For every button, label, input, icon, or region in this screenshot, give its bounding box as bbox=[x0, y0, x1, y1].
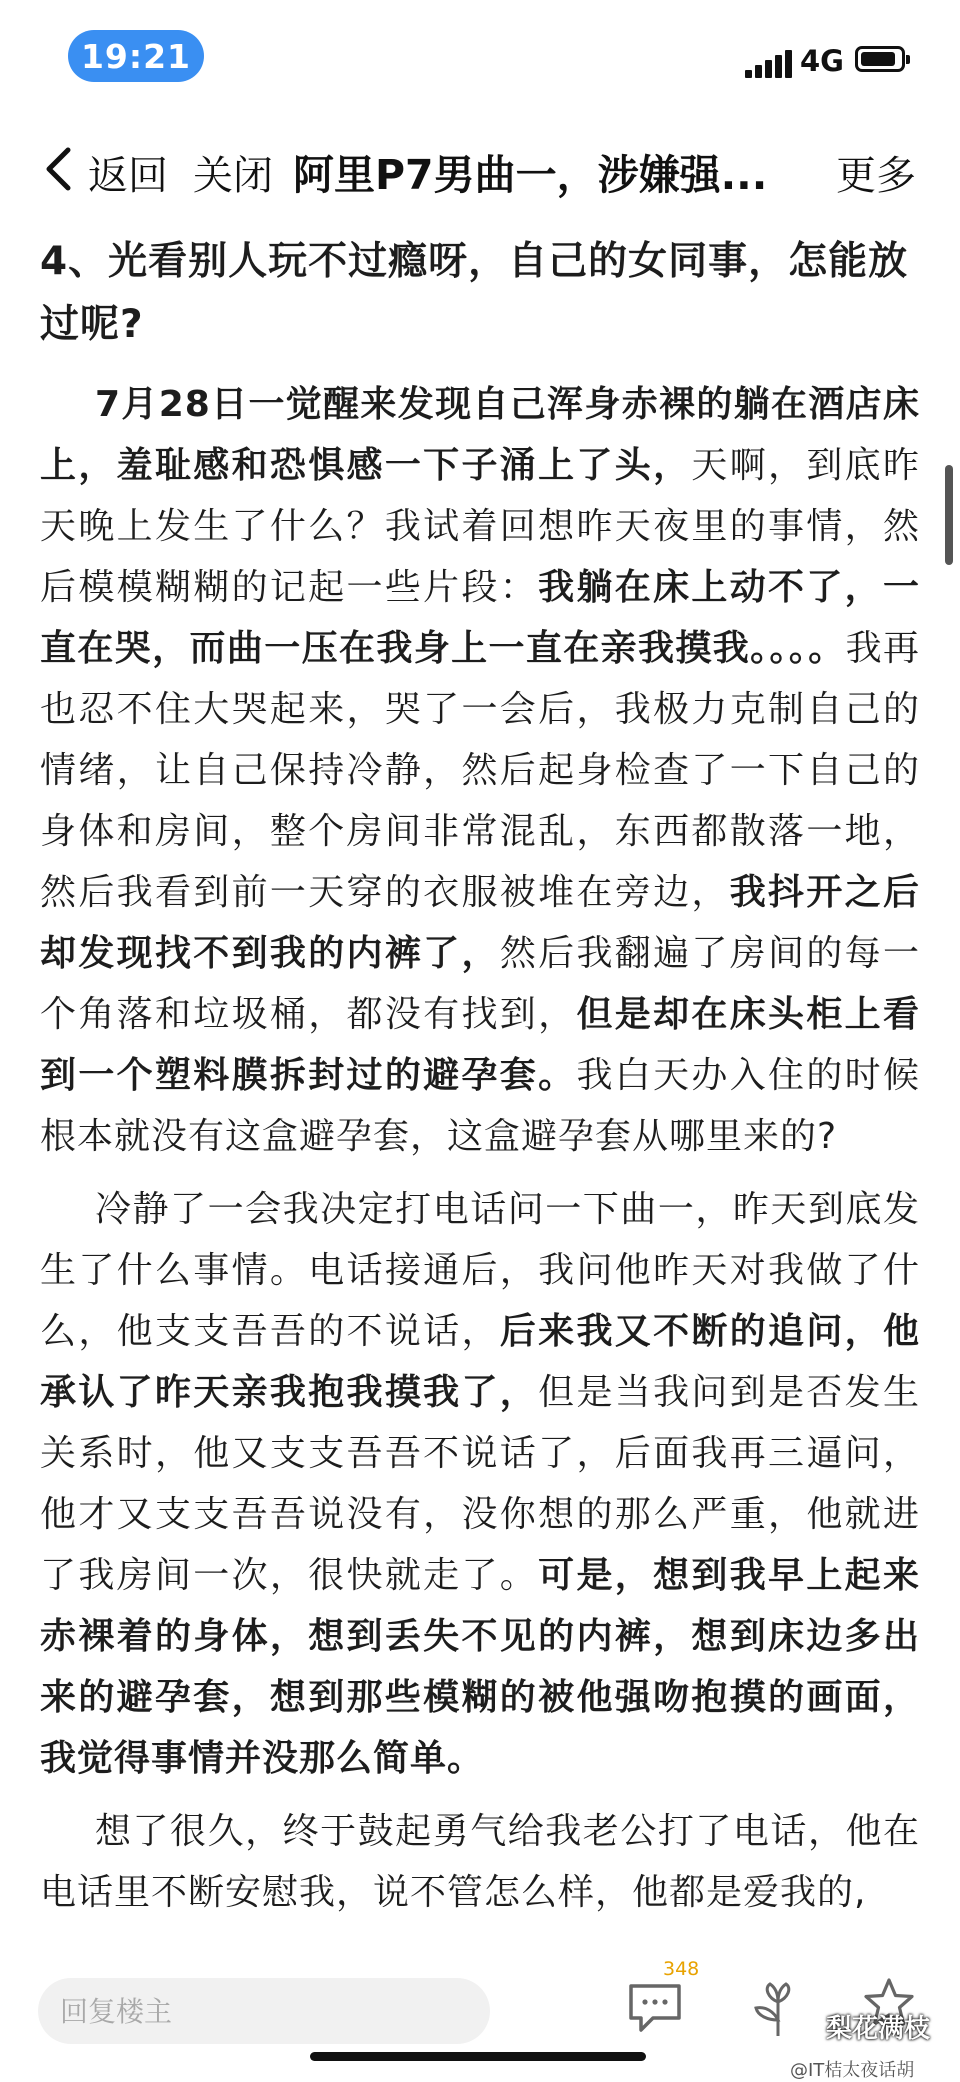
scrollbar[interactable] bbox=[945, 465, 953, 565]
paragraph-2-bold-1: 后来我又不断的追问，他承认了昨天亲我抱我摸我了， bbox=[40, 1311, 920, 1413]
paragraph-1-bold-1: 7月28日一觉醒来发现自己浑身赤裸的躺在酒店床上，羞耻感和恐惧感一下子涌上了头， bbox=[40, 384, 920, 486]
paragraph-3: 想了很久，终于鼓起勇气给我老公打了电话，他在电话里不断安慰我，说不管怎么样，他都是爱我的, bbox=[40, 1811, 920, 1913]
paragraph-2-text-1: 冷静了一会我决定打电话问一下曲一，昨天到底发生了什么事情。电话接通后，我问他昨天对我做了什么，他支支吾吾的不说话， bbox=[40, 1189, 920, 1352]
paragraph-1-bold-4: 但是却在床头柜上看到一个塑料膜拆封过的避孕套。 bbox=[40, 994, 920, 1096]
comment-bubble-icon[interactable] bbox=[625, 1980, 685, 2036]
paragraph-2 bbox=[40, 1179, 920, 1789]
network-type: 4G bbox=[800, 44, 844, 78]
paragraph-2-bold-2: 可是，想到我早上起来赤裸着的身体，想到丢失不见的内裤，想到床边多出来的避孕套，想到那些模糊的被他强吻抱摸的画面，我觉得事情并没那么简单。 bbox=[40, 1555, 920, 1779]
paragraph-1 bbox=[40, 374, 920, 1167]
nav-bar bbox=[0, 130, 960, 210]
home-indicator[interactable] bbox=[310, 2052, 646, 2061]
watermark-text: 梨花满枝 bbox=[826, 2014, 931, 2044]
page-title: 阿里P7男曲一，涉嫌强... bbox=[293, 151, 768, 199]
more-button[interactable]: 更多 bbox=[836, 153, 916, 199]
flower-like-icon[interactable] bbox=[752, 1980, 804, 2040]
paragraph-1-text-3: 然后我翻遍了房间的每一个角落和垃圾桶，都没有找到， bbox=[40, 933, 920, 1035]
paragraph-1-text-4: 我白天办入住的时候根本就没有这盒避孕套，这盒避孕套从哪里来的? bbox=[40, 1055, 920, 1157]
chevron-left-icon[interactable] bbox=[38, 146, 84, 192]
paragraph-1-bold-3: 我抖开之后却发现找不到我的内裤了， bbox=[40, 872, 920, 974]
article-body bbox=[40, 230, 920, 1935]
comment-count-badge: 348 bbox=[663, 1958, 700, 1980]
paragraph-1-text-2: 我再也忍不住大哭起来，哭了一会后，我极力克制自己的情绪，让自己保持冷静，然后起身检查了一下自己的身体和房间，整个房间非常混乱，东西都散落一地，然后我看到前一天穿的衣服被堆在旁边， bbox=[40, 628, 920, 913]
signal-strength-icon bbox=[745, 50, 793, 78]
status-time: 19:21 bbox=[68, 30, 204, 82]
paragraph-2-text-2: 但是当我问到是否发生关系时，他又支支吾吾不说话了，后面我再三逼问，他才又支支吾吾说没有，没你想的那么严重，他就进了我房间一次，很快就走了。 bbox=[40, 1372, 920, 1596]
close-button[interactable]: 关闭 bbox=[193, 153, 273, 199]
paragraph-1-text-1: 天啊，到底昨天晚上发生了什么？我试着回想昨天夜里的事情，然后模模糊糊的记起一些片段： bbox=[40, 445, 920, 608]
battery-level bbox=[861, 52, 895, 66]
watermark-handle: @IT桔太夜话胡 bbox=[790, 2060, 915, 2081]
status-bar bbox=[0, 0, 960, 110]
battery-icon bbox=[855, 46, 905, 72]
back-button[interactable]: 返回 bbox=[88, 153, 168, 199]
reply-input[interactable] bbox=[38, 1978, 490, 2044]
paragraph-1-bold-2: 我躺在床上动不了，一直在哭，而曲一压在我身上一直在亲我摸我。。。。 bbox=[40, 567, 920, 669]
section-heading: 4、光看别人玩不过瘾呀，自己的女同事，怎能放过呢? bbox=[40, 239, 909, 347]
